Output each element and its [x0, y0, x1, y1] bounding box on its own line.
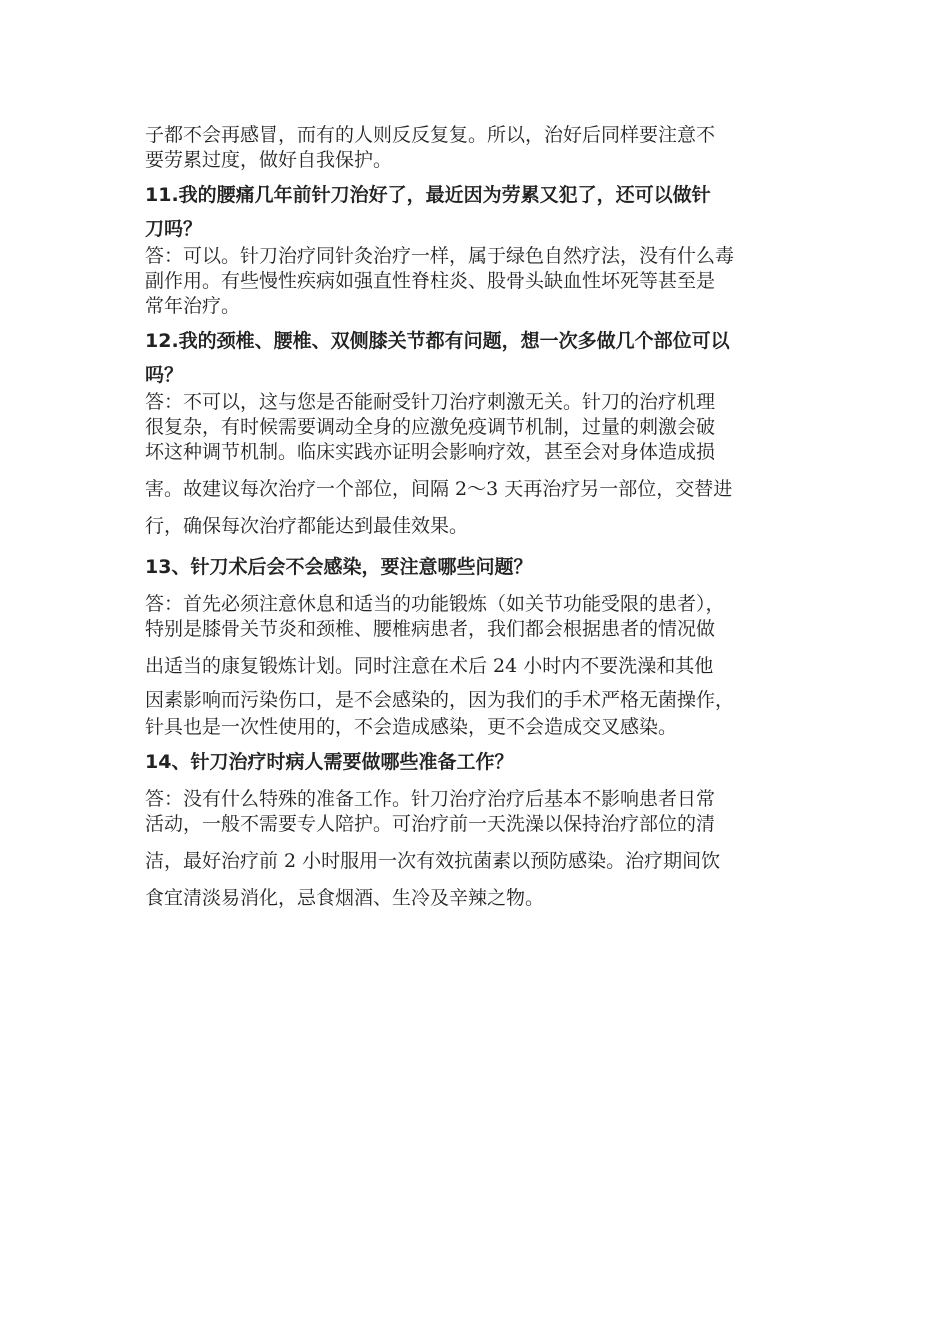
qa-14	[145, 744, 815, 917]
question-heading: 14、针刀治疗时病人需要做哪些准备工作？	[145, 751, 514, 773]
question-heading: 吗？	[145, 364, 184, 386]
answer-line: 副作用。有些慢性疾病如强直性脊柱炎、股骨头缺血性坏死等甚至是	[145, 270, 716, 292]
intro-paragraph	[145, 123, 815, 173]
answer-line: 害。故建议每次治疗一个部位，间隔 2～3 天再治疗另一部位，交替进	[145, 478, 733, 500]
answer-line: 答：可以。针刀治疗同针灸治疗一样，属于绿色自然疗法，没有什么毒	[145, 245, 735, 267]
text-line: 要劳累过度，做好自我保护。	[145, 149, 393, 171]
qa-13	[145, 549, 815, 740]
answer-line: 答：没有什么特殊的准备工作。针刀治疗治疗后基本不影响患者日常	[145, 788, 716, 810]
answer-line: 活动，一般不需要专人陪护。可治疗前一天洗澡以保持治疗部位的清	[145, 813, 716, 835]
answer-line: 洁，最好治疗前 2 小时服用一次有效抗菌素以预防感染。治疗期间饮	[145, 850, 721, 872]
answer-line: 答：不可以，这与您是否能耐受针刀治疗刺激无关。针刀的治疗机理	[145, 391, 716, 413]
answer-line: 行，确保每次治疗都能达到最佳效果。	[145, 515, 469, 537]
answer-line: 特别是膝骨关节炎和颈椎、腰椎病患者，我们都会根据患者的情况做	[145, 618, 716, 640]
qa-12	[145, 323, 815, 545]
answer-line: 出适当的康复锻炼计划。同时注意在术后 24 小时内不要洗澡和其他	[145, 655, 714, 677]
text-line: 子都不会再感冒，而有的人则反反复复。所以，治好后同样要注意不	[145, 124, 716, 146]
answer-line: 针具也是一次性使用的，不会造成感染，更不会造成交叉感染。	[145, 716, 678, 738]
answer-line: 因素影响而污染伤口，是不会感染的，因为我们的手术严格无菌操作，	[145, 689, 735, 711]
document-page	[145, 123, 815, 917]
question-heading: 12.我的颈椎、腰椎、双侧膝关节都有问题，想一次多做几个部位可以	[145, 330, 730, 352]
question-heading: 13、针刀术后会不会感染，要注意哪些问题？	[145, 556, 533, 578]
answer-line: 常年治疗。	[145, 295, 241, 317]
answer-line: 坏这种调节机制。临床实践亦证明会影响疗效，甚至会对身体造成损	[145, 441, 716, 463]
answer-line: 食宜清淡易消化，忌食烟酒、生冷及辛辣之物。	[145, 887, 545, 909]
qa-11	[145, 177, 815, 319]
question-heading: 刀吗？	[145, 218, 203, 240]
answer-line: 答：首先必须注意休息和适当的功能锻炼（如关节功能受限的患者），	[145, 593, 725, 615]
question-heading: 11.我的腰痛几年前针刀治好了，最近因为劳累又犯了，还可以做针	[145, 184, 711, 206]
answer-line: 很复杂，有时候需要调动全身的应激免疫调节机制，过量的刺激会破	[145, 416, 716, 438]
